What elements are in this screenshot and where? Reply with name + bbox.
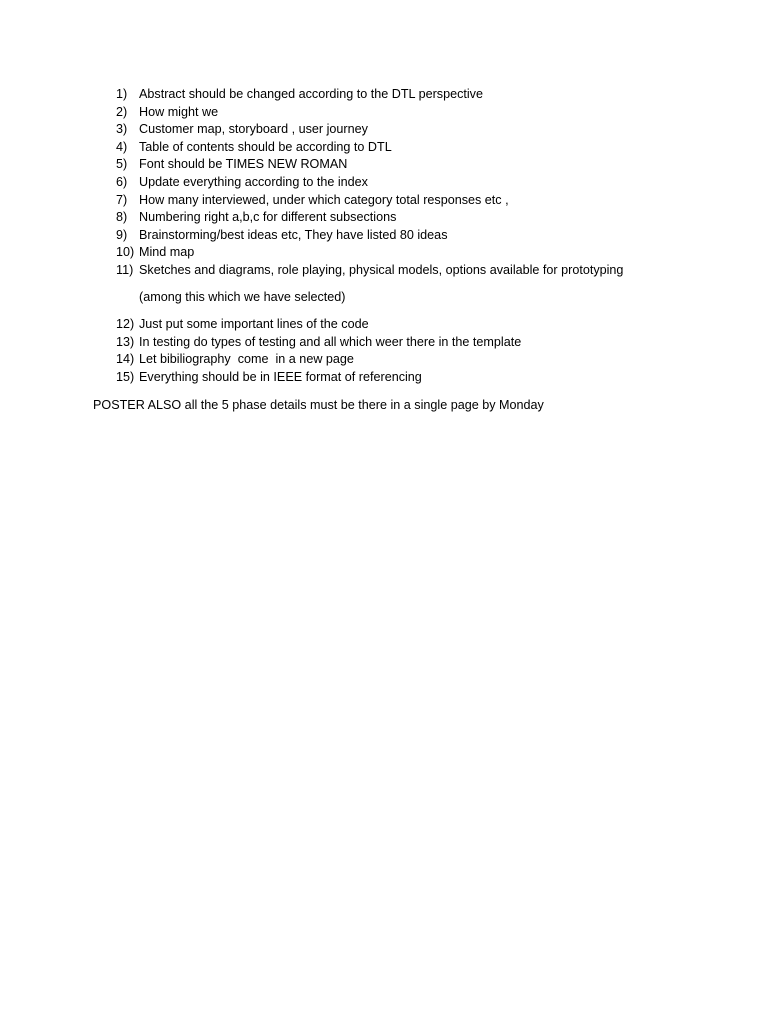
list-text: How many interviewed, under which category total responses etc , bbox=[139, 192, 509, 207]
list-number: 3) bbox=[116, 122, 128, 137]
list-item bbox=[116, 174, 736, 192]
list-item bbox=[116, 86, 736, 104]
list-number: 2) bbox=[116, 104, 128, 119]
list-number: 7) bbox=[116, 192, 128, 207]
list-item bbox=[116, 209, 736, 227]
list-text: Update everything according to the index bbox=[139, 174, 368, 189]
list-item bbox=[116, 351, 736, 369]
list-number: 8) bbox=[116, 210, 128, 225]
list-number: 14) bbox=[116, 352, 135, 367]
list-item bbox=[116, 192, 736, 210]
list-number: 6) bbox=[116, 174, 128, 189]
list-number: 12) bbox=[116, 317, 135, 332]
list-text: Brainstorming/best ideas etc, They have listed 80 ideas bbox=[139, 227, 448, 242]
list-item bbox=[116, 156, 736, 174]
list-note: (among this which we have selected) bbox=[139, 290, 346, 305]
list-number: 1) bbox=[116, 87, 128, 101]
list-text: Font should be TIMES NEW ROMAN bbox=[139, 157, 348, 172]
list-text: Sketches and diagrams, role playing, physical models, options available for prototyping bbox=[139, 262, 624, 277]
list-number: 5) bbox=[116, 157, 128, 172]
list-number: 10) bbox=[116, 245, 135, 260]
list-item bbox=[116, 244, 736, 262]
list-item bbox=[116, 369, 736, 387]
list-item bbox=[116, 262, 736, 280]
list-text: Everything should be in IEEE format of referencing bbox=[139, 369, 422, 384]
list-number: 4) bbox=[116, 139, 128, 154]
list-item bbox=[116, 121, 736, 139]
list-item bbox=[116, 104, 736, 122]
list-text: Let bibiliography come in a new page bbox=[139, 352, 354, 367]
list-item bbox=[116, 334, 736, 352]
list-text: Just put some important lines of the code bbox=[139, 317, 369, 332]
list-text: How might we bbox=[139, 104, 219, 119]
list-text: Mind map bbox=[139, 245, 195, 260]
list-number: 9) bbox=[116, 227, 128, 242]
list-number: 15) bbox=[116, 369, 135, 384]
list-text: Abstract should be changed according to the DTL perspective bbox=[139, 87, 483, 101]
list-item bbox=[116, 316, 736, 334]
list-text: Table of contents should be according to DTL bbox=[139, 139, 392, 154]
list-text: Customer map, storyboard , user journey bbox=[139, 122, 368, 137]
numbered-list bbox=[116, 86, 736, 387]
list-item bbox=[116, 227, 736, 245]
list-number: 11) bbox=[116, 262, 134, 277]
list-text: In testing do types of testing and all which weer there in the template bbox=[139, 334, 522, 349]
poster-note: POSTER ALSO all the 5 phase details must be there in a single page by Monday bbox=[93, 398, 544, 412]
list-number: 13) bbox=[116, 334, 135, 349]
list-text: Numbering right a,b,c for different subsections bbox=[139, 210, 397, 225]
list-item bbox=[116, 139, 736, 157]
